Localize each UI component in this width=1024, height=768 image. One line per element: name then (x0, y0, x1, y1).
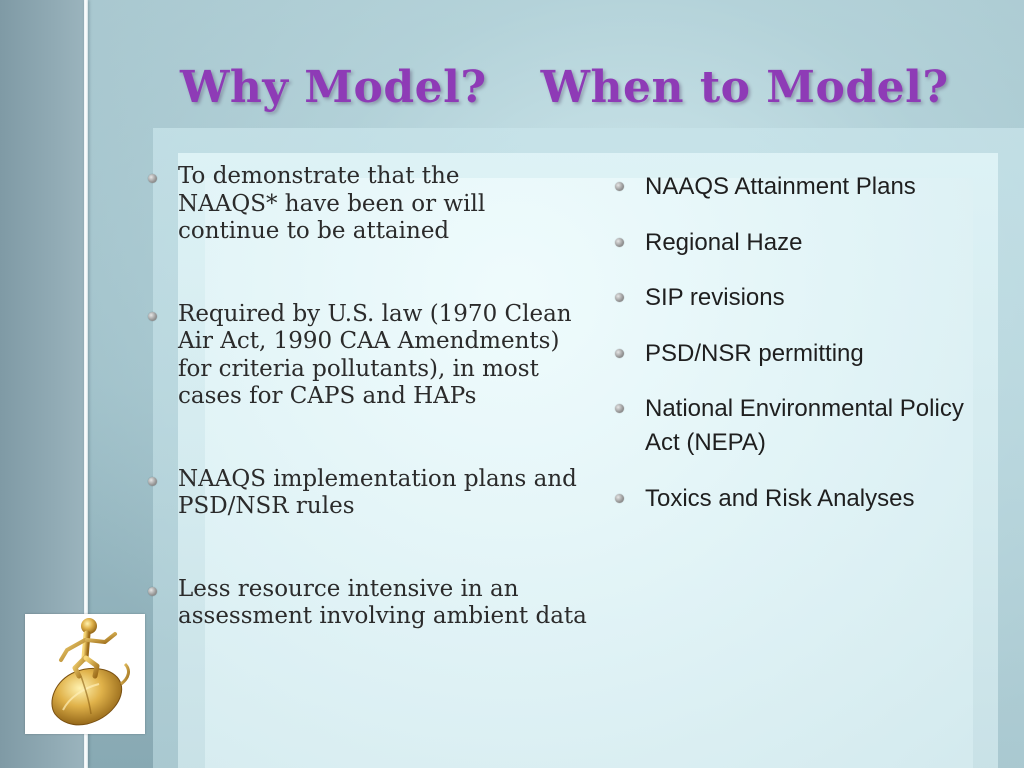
bullet-icon (615, 404, 624, 413)
list-item (147, 466, 598, 521)
bullet-icon (615, 349, 624, 358)
why-model-list (147, 163, 607, 631)
title-why-model: Why Model? (180, 62, 487, 113)
list-item-text: NAAQS Attainment Plans (645, 173, 916, 200)
list-item (614, 337, 1004, 371)
list-item (614, 392, 995, 460)
list-item-text: To demonstrate that the NAAQS* have been or will continue to be attained (178, 163, 486, 244)
list-item-text: Required by U.S. law (1970 Clean Air Act, 1990 CAA Amendments) for criteria pollutants), in most cases for CAPS and HAPs (178, 300, 572, 409)
bullet-icon (148, 587, 157, 596)
bullet-icon (148, 477, 157, 486)
list-item (614, 482, 1004, 516)
list-item-text: National Environmental Policy Act (NEPA) (645, 395, 964, 456)
gold-figure-surfing-mouse-icon (25, 614, 145, 734)
list-item-text: Toxics and Risk Analyses (645, 484, 915, 512)
bullet-icon (615, 293, 624, 302)
bullet-icon (615, 182, 624, 191)
bullet-icon (148, 312, 157, 321)
list-item (147, 163, 513, 246)
when-to-model-list (614, 170, 1004, 537)
slide-title (180, 62, 1010, 132)
list-item-text: NAAQS implementation plans and PSD/NSR rules (178, 465, 577, 519)
list-item-text: Less resource intensive in an assessment involving ambient data (178, 575, 587, 629)
bullet-icon (615, 494, 624, 503)
bullet-icon (148, 174, 157, 183)
list-item (147, 301, 593, 411)
list-item (614, 226, 1004, 260)
list-item-text: PSD/NSR permitting (645, 339, 864, 367)
list-item (614, 170, 1004, 204)
list-item-text: SIP revisions (645, 284, 785, 311)
title-when-to-model: When to Model? (540, 62, 949, 113)
list-item-text: Regional Haze (645, 228, 803, 256)
list-item (614, 281, 1004, 315)
bullet-icon (615, 238, 624, 247)
list-item (147, 576, 618, 631)
